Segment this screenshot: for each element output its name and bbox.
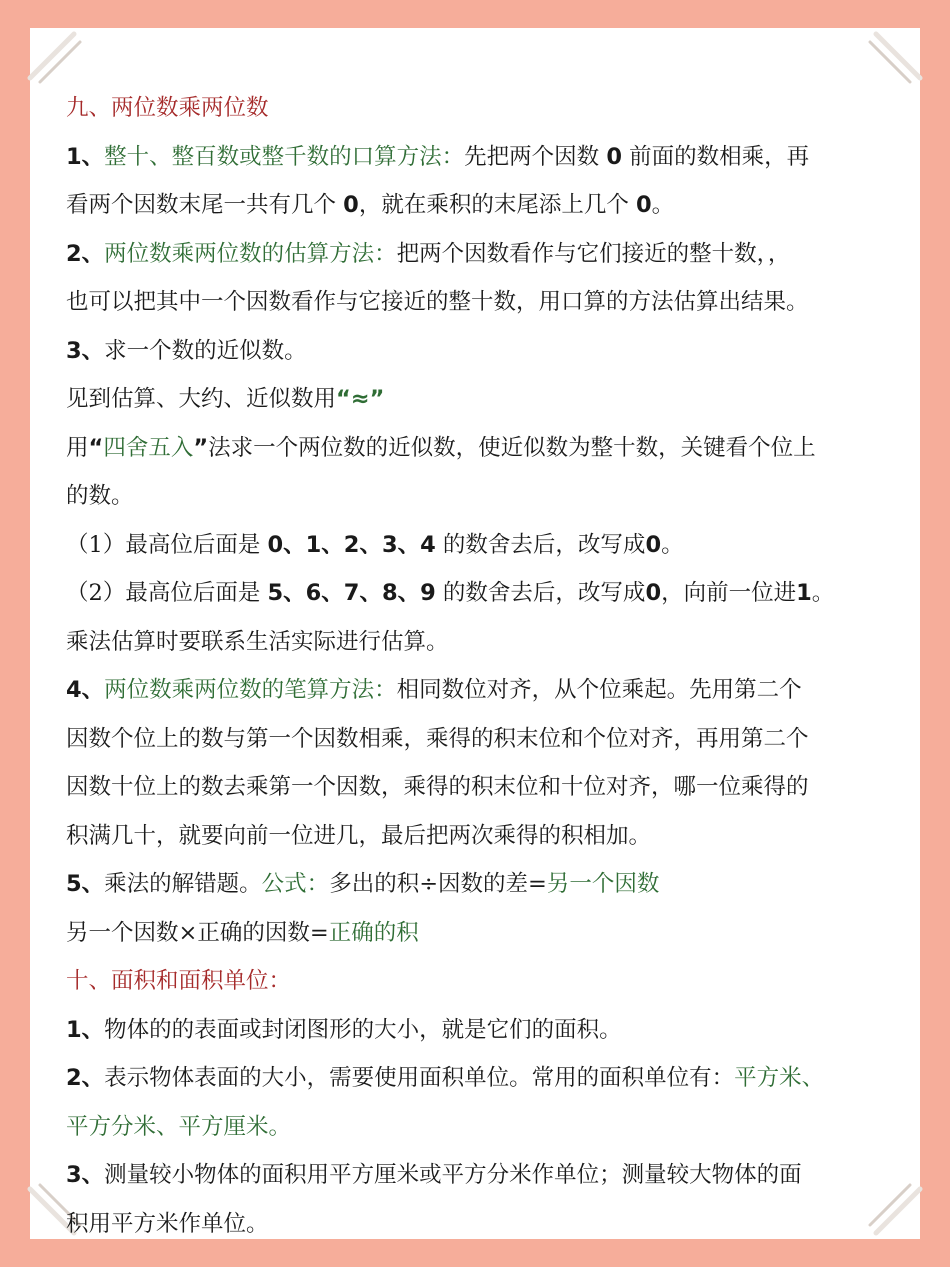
s10-item-2-line-2: 平方分米、平方厘米。 — [66, 1113, 292, 1140]
approx-symbol: “≈” — [336, 386, 385, 412]
s9-item-4-line-2: 因数个位上的数与第一个因数相乘，乘得的积末位和个位对齐，再用第二个 — [66, 725, 809, 752]
rounding-term: 四舍五入 — [103, 434, 194, 461]
item-heading: 两位数乘两位数的估算方法： — [104, 240, 397, 267]
s9-item-3-line-4: 的数。 — [66, 483, 134, 509]
item-heading: 整十、整百数或整千数的口算方法： — [104, 143, 465, 170]
section-9-title: 九、两位数乘两位数 — [66, 95, 269, 121]
item-number: 2、 — [66, 1065, 105, 1091]
s9-item-1-line-2: 看两个因数末尾一共有几个 0，就在乘积的末尾添上几个 0。 — [66, 192, 675, 218]
item-number: 5、 — [66, 871, 105, 897]
s9-item-3-line-5: 乘法估算时要联系生活实际进行估算。 — [66, 628, 449, 655]
s9-item-3-rule-1: （1）最高位后面是 0、1、2、3、4 的数舍去后，改写成0。 — [66, 531, 684, 558]
item-number: 3、 — [66, 1162, 105, 1188]
s10-item-3-line-1: 3、测量较小物体的面积用平方厘米或平方分米作单位；测量较大物体的面 — [66, 1162, 802, 1188]
s9-item-4-line-3: 因数十位上的数去乘第一个因数，乘得的积末位和十位对齐，哪一位乘得的 — [66, 774, 809, 800]
paper-clip-icon — [22, 20, 92, 90]
item-number: 1、 — [66, 143, 105, 170]
notes-paper — [30, 28, 920, 1239]
s9-item-1-line-1: 1、整十、整百数或整千数的口算方法：先把两个因数 0 前面的数相乘，再 — [66, 143, 810, 170]
item-heading: 两位数乘两位数的笔算方法： — [104, 677, 397, 703]
s10-item-3-line-2: 积用平方米作单位。 — [66, 1210, 269, 1237]
item-number: 4、 — [66, 677, 105, 703]
section-10-title: 十、面积和面积单位： — [66, 968, 292, 994]
s9-item-2-line-2: 也可以把其中一个因数看作与它接近的整十数，用口算的方法估算出结果。 — [66, 289, 809, 315]
item-number: 1、 — [66, 1016, 105, 1043]
item-number: 3、 — [66, 337, 105, 364]
s9-item-5-line-2: 另一个因数×正确的因数=正确的积 — [66, 919, 419, 946]
s9-item-3-rule-2: （2）最高位后面是 5、6、7、8、9 的数舍去后，改写成0，向前一位进1。 — [66, 580, 835, 606]
notes-content — [66, 84, 896, 1248]
s10-item-2-line-1: 2、表示物体表面的大小，需要使用面积单位。常用的面积单位有：平方米、 — [66, 1065, 825, 1091]
s9-item-3-line-3: 用“四舍五入”法求一个两位数的近似数，使近似数为整十数，关键看个位上 — [66, 434, 816, 461]
s10-item-1: 1、物体的的表面或封闭图形的大小，就是它们的面积。 — [66, 1016, 622, 1043]
s9-item-4-line-4: 积满几十，就要向前一位进几，最后把两次乘得的积相加。 — [66, 822, 652, 849]
s9-item-4-line-1: 4、两位数乘两位数的笔算方法：相同数位对齐，从个位乘起。先用第二个 — [66, 677, 802, 703]
formula-label: 公式： — [261, 871, 330, 897]
s9-item-3-line-2: 见到估算、大约、近似数用“≈” — [66, 386, 385, 412]
s9-item-3-line-1: 3、求一个数的近似数。 — [66, 337, 307, 364]
s9-item-2-line-1: 2、两位数乘两位数的估算方法：把两个因数看作与它们接近的整十数，， — [66, 240, 791, 267]
paper-clip-icon — [858, 20, 928, 90]
s9-item-5-line-1: 5、乘法的解错题。公式：多出的积÷因数的差=另一个因数 — [66, 871, 660, 897]
item-number: 2、 — [66, 240, 105, 267]
